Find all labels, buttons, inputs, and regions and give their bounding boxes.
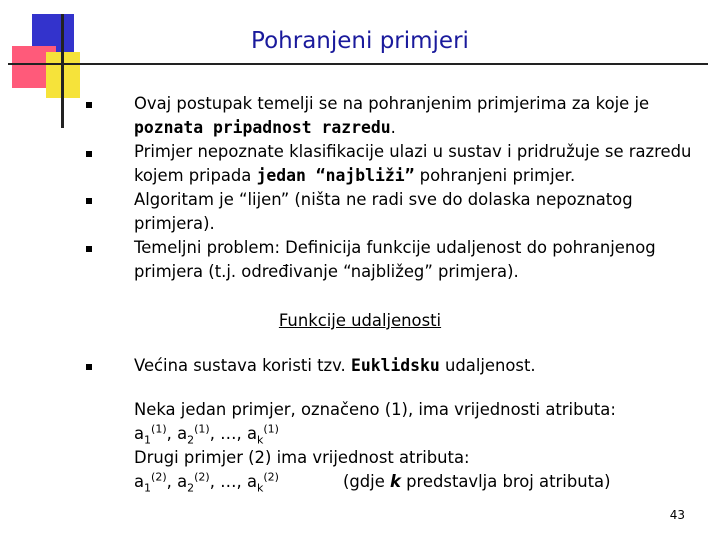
bullet-text-1: Ovaj postupak temelji se na pohranjenim primjerima za koje je poznata pripadnost razredu. <box>134 94 650 137</box>
bullet-marker <box>86 198 92 204</box>
note-k: (gdje k predstavlja broj atributa) <box>342 472 611 491</box>
para-line-1: Neka jedan primjer, označeno (1), ima vrijednosti atributa: <box>134 400 616 419</box>
decor-horizontal-line <box>8 63 708 65</box>
bullet-marker <box>86 364 92 370</box>
bullet-text-euclid: Većina sustava koristi tzv. Euklidsku udaljenost. <box>134 356 536 375</box>
bullet-marker <box>86 246 92 252</box>
page-number: 43 <box>669 508 685 522</box>
bullet-text-3: Algoritam je “lijen” (ništa ne radi sve do dolaska nepoznatog primjera). <box>134 190 633 233</box>
bullet-text-2: Primjer nepoznate klasifikacije ulazi u sustav i pridružuje se razredu kojem pripada jedan “najbliži” pohranjeni primjer. <box>134 142 692 185</box>
slide-title: Pohranjeni primjeri <box>251 28 469 54</box>
section-subheading: Funkcije udaljenosti <box>278 311 442 330</box>
paragraph-attributes <box>134 398 704 494</box>
para-formula-1: $a_1^{(1)}$, $a_2^{(1)}$, …, $a_k^{(1)}$ <box>134 422 279 447</box>
bullet-marker <box>86 151 92 157</box>
bullet-marker <box>86 102 92 108</box>
para-formula-2: $a_1^{(2)}$, $a_2^{(2)}$, …, $a_k^{(2)}$ (gdje k predstavlja broj atributa) <box>134 470 611 495</box>
para-line-3: Drugi primjer (2) ima vrijednost atributa: <box>134 448 470 467</box>
bullet-text-4: Temeljni problem: Definicija funkcije udaljenost do pohranjenog primjera (t.j. određivanje “najbližeg” primjera). <box>134 238 656 281</box>
